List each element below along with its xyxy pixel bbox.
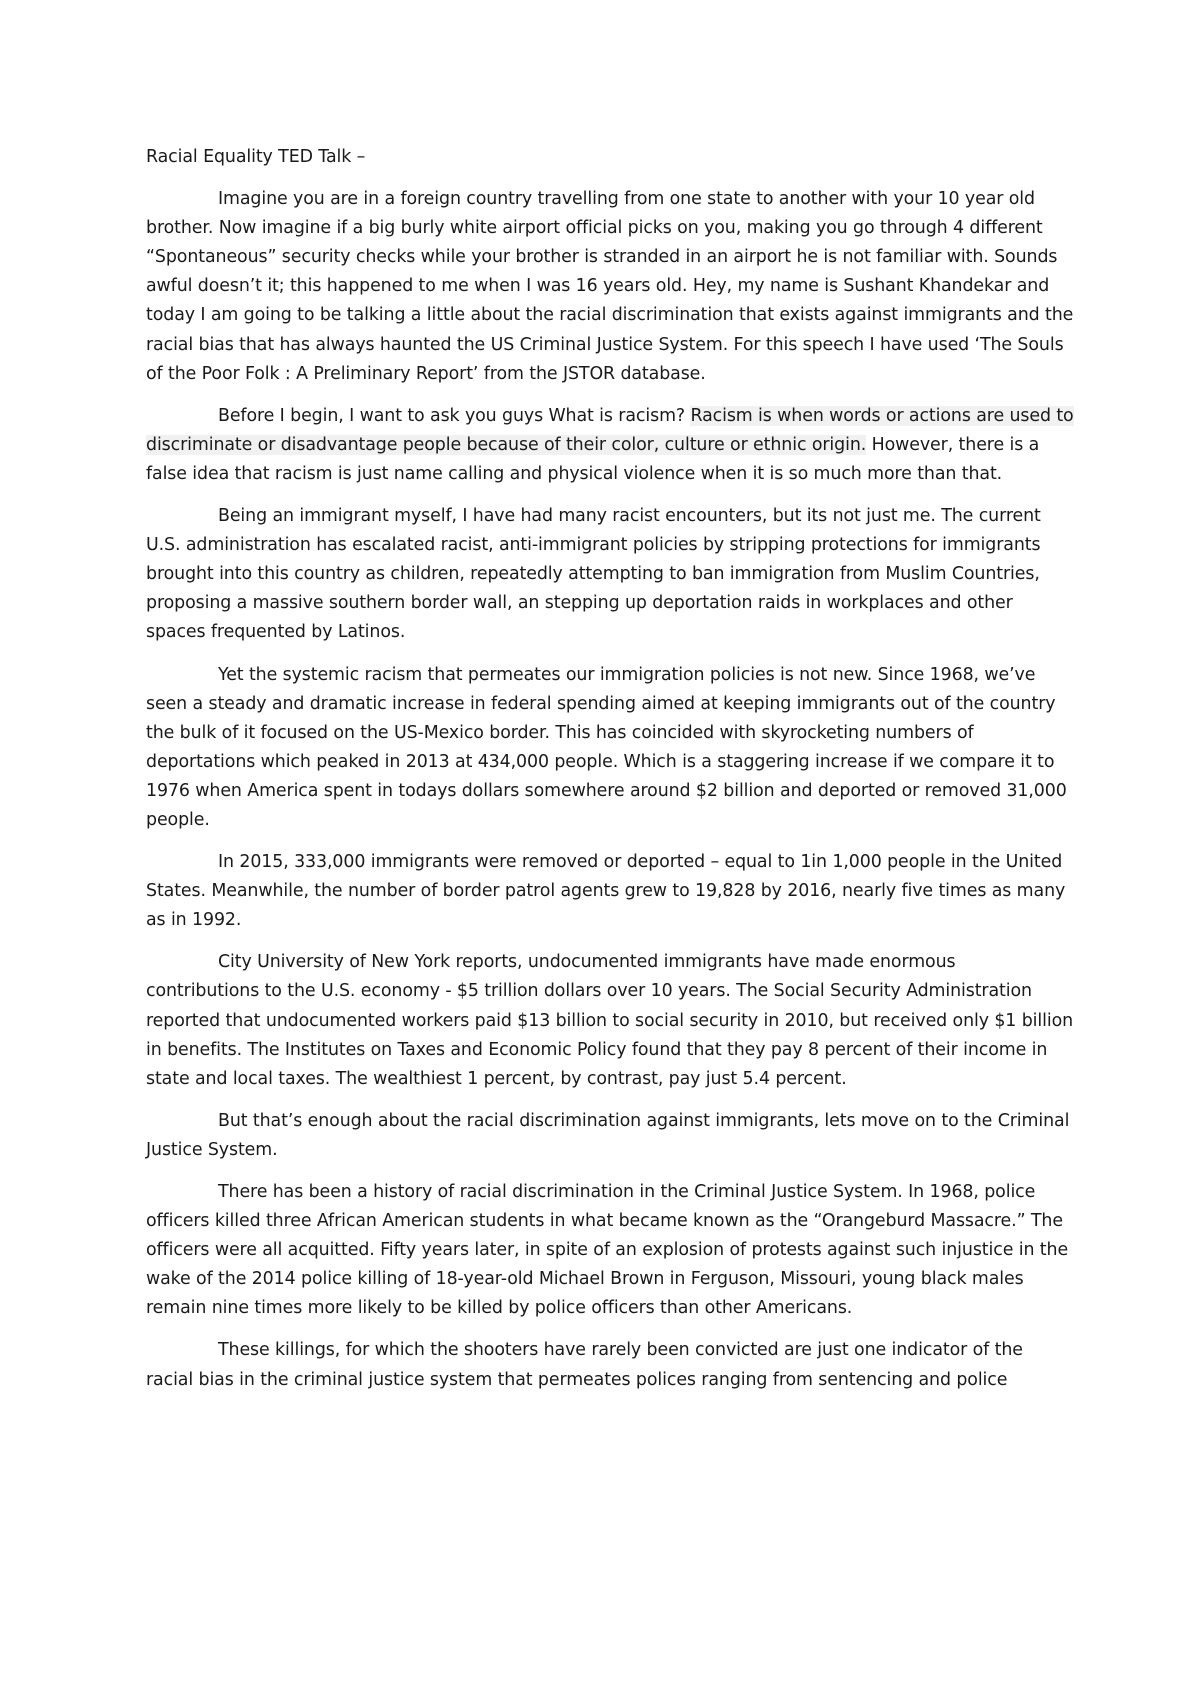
paragraph-intro: Imagine you are in a foreign country travelling from one state to another with your 10 year old brother. Now imagine if a big burly white airport official picks on you, making you go through 4 different “Spontaneous” security checks while your brother is stranded in an airport he is not familiar with. Sounds awful doesn’t it; this happened to me when I was 16 years old. Hey, my name is Sushant Khandekar and today I am going to be talking a little about the racial discrimination that exists against immigrants and the racial bias that has always haunted the US Criminal Justice System. For this speech I have used ‘The Souls of the Poor Folk : A Preliminary Report’ from the JSTOR database. xyxy=(146,189,1074,384)
paragraph-immigrant-experience: Being an immigrant myself, I have had many racist encounters, but its not just me. The current U.S. administration has escalated racist, anti-immigrant policies by stripping protections for immigrants brought into this country as children, repeatedly attempting to ban immigration from Muslim Countries, proposing a massive southern border wall, an stepping up deportation raids in workplaces and other spaces frequented by Latinos. xyxy=(146,506,1041,643)
document-body xyxy=(146,143,1074,1408)
paragraph-racism-tail: However, there is a false idea that racism is just name calling and physical violence when it is so much more than that. xyxy=(146,434,1040,484)
paragraph-criminal-justice-history: There has been a history of racial discrimination in the Criminal Justice System. In 1968, police officers killed three African American students in what became known as the “Orangeburd Massacre.” The officers were all acquitted. Fifty years later, in spite of an explosion of protests against such injustice in the wake of the 2014 police killing of 18-year-old Michael Brown in Ferguson, Missouri, young black males remain nine times more likely to be killed by police officers than other Americans. xyxy=(146,1182,1069,1319)
paragraph-deportation-stats: In 2015, 333,000 immigrants were removed or deported – equal to 1in 1,000 people in the United States. Meanwhile, the number of border patrol agents grew to 19,828 by 2016, nearly five times as many as in 1992. xyxy=(146,852,1066,931)
paragraph-killings: These killings, for which the shooters have rarely been convicted are just one indicator of the racial bias in the criminal justice system that permeates polices ranging from sentencing and police xyxy=(146,1340,1023,1390)
document-title: Racial Equality TED Talk – xyxy=(146,147,366,167)
paragraph-transition: But that’s enough about the racial discrimination against immigrants, lets move on to the Criminal Justice System. xyxy=(146,1110,1070,1160)
paragraph-racism-definition xyxy=(146,402,1074,489)
paragraph-systemic-racism: Yet the systemic racism that permeates our immigration policies is not new. Since 1968, we’ve seen a steady and dramatic increase in federal spending aimed at keeping immigrants out of the country the bulk of it focused on the US-Mexico border. This has coincided with skyrocketing numbers of deportations which peaked in 2013 at 434,000 people. Which is a staggering increase if we compare it to 1976 when America spent in todays dollars somewhere around $2 billion and deported or removed 31,000 people. xyxy=(146,664,1067,830)
highlighted-definition: Racism is when words or actions are used to discriminate or disadvantage people because of their color, culture or ethnic origin. xyxy=(146,405,1074,455)
paragraph-economic-contributions: City University of New York reports, undocumented immigrants have made enormous contributions to the U.S. economy - $5 trillion dollars over 10 years. The Social Security Administration reported that undocumented workers paid $13 billion to social security in 2010, but received only $1 billion in benefits. The Institutes on Taxes and Economic Policy found that they pay 8 percent of their income in state and local taxes. The wealthiest 1 percent, by contrast, pay just 5.4 percent. xyxy=(146,952,1074,1089)
paragraph-racism-lead: Before I begin, I want to ask you guys What is racism? xyxy=(218,405,691,426)
